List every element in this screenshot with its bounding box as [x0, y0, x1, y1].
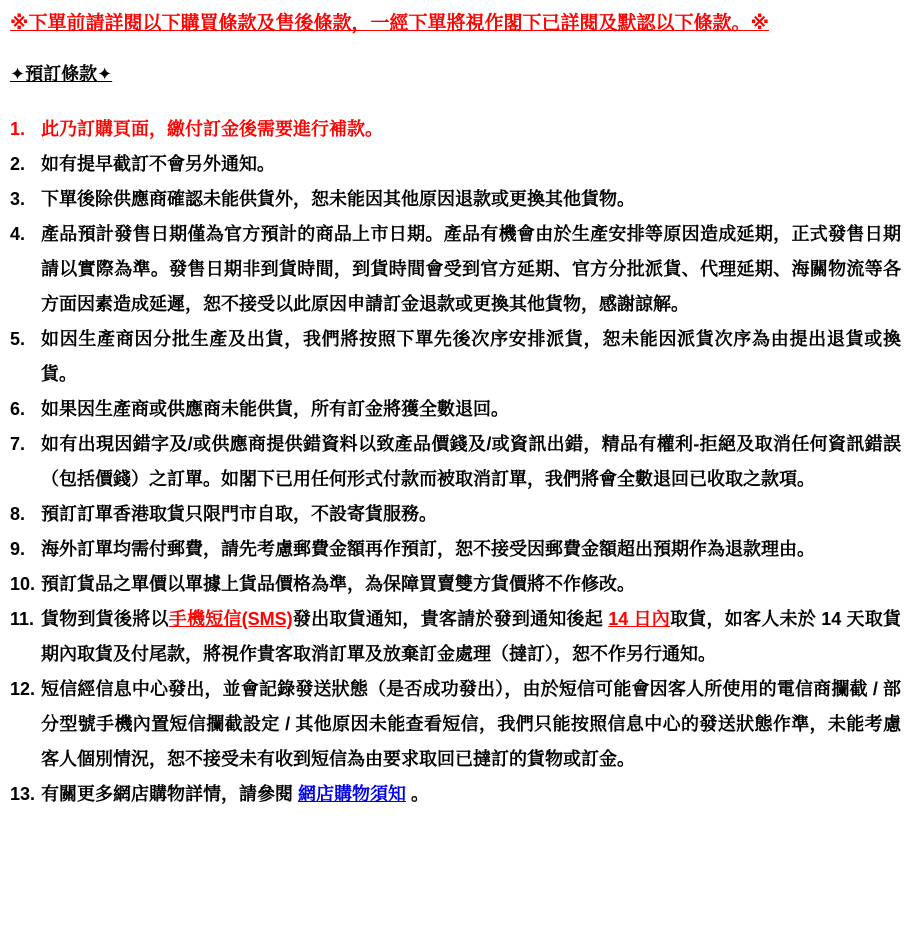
- term-text: [41, 112, 901, 147]
- term-text: [41, 182, 901, 217]
- term-number: 13.: [10, 784, 36, 804]
- term-item: [10, 147, 901, 182]
- term-segment: 有關更多網店購物詳情，請參閱: [41, 784, 298, 804]
- term-segment: 發出取貨通知，貴客請於發到通知後起: [292, 609, 609, 629]
- term-number: 11.: [10, 609, 35, 629]
- term-item: [10, 392, 901, 427]
- term-text: [41, 217, 901, 322]
- term-number: 12.: [10, 679, 36, 699]
- term-item: [10, 567, 901, 602]
- shop-guide-link[interactable]: 網店購物須知: [298, 784, 406, 804]
- term-text: [41, 147, 901, 182]
- term-segment: 海外訂單均需付郵費，請先考慮郵費金額再作預訂，恕不接受因郵費金額超出預期作為退款理由。: [41, 539, 815, 559]
- term-segment: 如因生產商因分批生產及出貨，我們將按照下單先後次序安排派貨，恕未能因派貨次序為由提出退貨或換貨。: [41, 329, 901, 384]
- term-item: [10, 112, 901, 147]
- terms-list: [10, 112, 901, 812]
- term-segment: 下單後除供應商確認未能供貨外，恕未能因其他原因退款或更換其他貨物。: [41, 189, 635, 209]
- term-segment: 短信經信息中心發出，並會記錄發送狀態（是否成功發出），由於短信可能會因客人所使用的電信商攔截 / 部分型號手機內置短信攔截設定 / 其他原因未能查看短信，我們只能按照信息中心的發送狀態作準，未能考慮客人個別情況，恕不接受未有收到短信為由要求取回已撻訂的貨物或訂金。: [41, 679, 901, 769]
- highlighted-text: 手機短信(SMS): [168, 609, 293, 629]
- term-text: [41, 672, 901, 777]
- term-number: 1.: [10, 119, 26, 139]
- term-text: [41, 392, 901, 427]
- term-text: [41, 322, 901, 392]
- term-item: [10, 532, 901, 567]
- term-item: [10, 602, 901, 672]
- term-item: [10, 497, 901, 532]
- term-segment: 此乃訂購頁面，繳付訂金後需要進行補款。: [41, 119, 383, 139]
- term-segment: 如果因生產商或供應商未能供貨，所有訂金將獲全數退回。: [41, 399, 509, 419]
- term-text: [41, 602, 901, 672]
- term-segment: 。: [406, 784, 430, 804]
- term-text: [41, 532, 901, 567]
- term-segment: 產品預計發售日期僅為官方預計的商品上市日期。產品有機會由於生產安排等原因造成延期，正式發售日期請以實際為準。發售日期非到貨時間，到貨時間會受到官方延期、官方分批派貨、代理延期、海關物流等各方面因素造成延遲，恕不接受以此原因申請訂金退款或更換其他貨物，感謝諒解。: [41, 224, 901, 314]
- term-number: 3.: [10, 189, 26, 209]
- term-item: [10, 182, 901, 217]
- page-title: ※下單前請詳閱以下購買條款及售後條款，一經下單將視作閣下已詳閱及默認以下條款。※: [10, 13, 769, 34]
- term-item: [10, 427, 901, 497]
- term-item: [10, 217, 901, 322]
- term-segment: 貨物到貨後將以: [41, 609, 169, 629]
- term-number: 9.: [10, 539, 26, 559]
- term-number: 2.: [10, 154, 26, 174]
- term-text: [41, 427, 901, 497]
- term-text: [41, 567, 901, 602]
- term-text: [41, 497, 901, 532]
- term-item: [10, 777, 901, 812]
- term-segment: 預訂訂單香港取貨只限門市自取，不設寄貨服務。: [41, 504, 437, 524]
- term-number: 6.: [10, 399, 26, 419]
- section-heading-preorder-terms: ✦預訂條款✦: [10, 64, 113, 84]
- term-item: [10, 672, 901, 777]
- term-text: [41, 777, 901, 812]
- term-segment: 預訂貨品之單價以單據上貨品價格為準，為保障買賣雙方貨價將不作修改。: [41, 574, 635, 594]
- term-number: 5.: [10, 329, 26, 349]
- term-number: 4.: [10, 224, 26, 244]
- term-segment: 取貨，如客人未於 14 天取貨期內取貨及付尾款，將視作貴客取消訂單及放棄訂金處理（撻訂），恕不作另行通知。: [41, 609, 902, 664]
- term-number: 8.: [10, 504, 26, 524]
- term-segment: 如有出現因錯字及/或供應商提供錯資料以致產品價錢及/或資訊出錯，精品有權利-拒絕及取消任何資訊錯誤（包括價錢）之訂單。如閣下已用任何形式付款而被取消訂單，我們將會全數退回已收取之款項。: [41, 434, 901, 489]
- term-item: [10, 322, 901, 392]
- term-number: 7.: [10, 434, 26, 454]
- term-number: 10.: [10, 574, 36, 594]
- term-segment: 如有提早截訂不會另外通知。: [41, 154, 275, 174]
- highlighted-text: 14 日內: [608, 609, 671, 629]
